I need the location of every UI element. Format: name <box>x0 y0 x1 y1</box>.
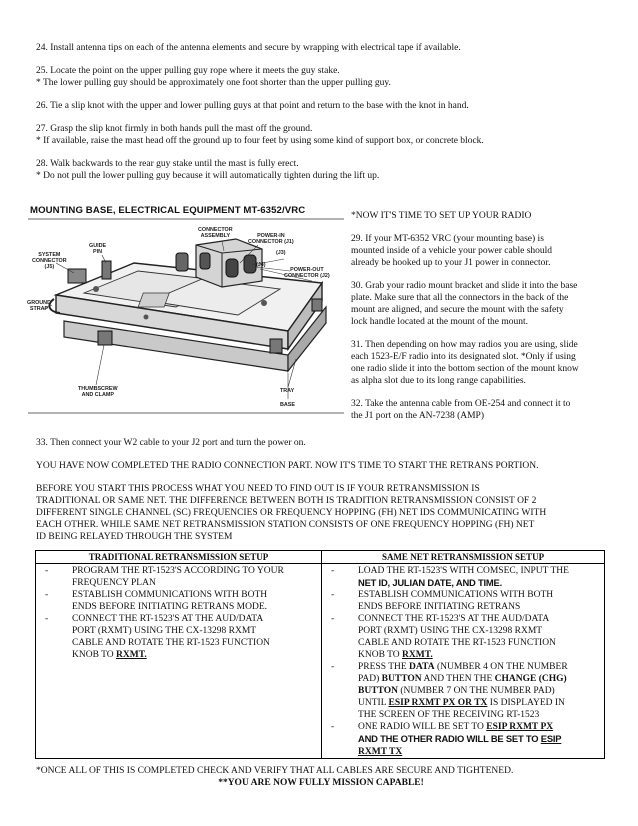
mounting-base-diagram <box>26 203 346 415</box>
right-column-steps <box>351 210 609 433</box>
header-same-net: SAME NET RETRANSMISSION SETUP <box>322 551 605 564</box>
figure-title: MOUNTING BASE, ELECTRICAL EQUIPMENT MT-6352/VRC <box>30 205 306 216</box>
explanation-line: TRADITIONAL OR SAME NET. THE DIFFERENCE BETWEEN BOTH IS TRADITION RETRANSMISSION CONSIST OF 2 <box>36 496 537 506</box>
right-step-line: lock handle located at the mount of the mount. <box>351 317 529 327</box>
step-paragraph <box>36 123 606 147</box>
same-net-step-1: - LOAD THE RT-1523'S WITH COMSEC, INPUT THE NET ID, JULIAN DATE, AND TIME. <box>322 565 604 589</box>
label-connector-assembly: CONNECTOR ASSEMBLY <box>198 227 233 239</box>
label-power-in: POWER-IN CONNECTOR (J1) <box>248 233 294 245</box>
explanation-line: DIFFERENT SINGLE CHANNEL (SC) FREQUENCIES OR FREQUENCY HOPPING (FH) NET IDS COMMUNICATING WITH <box>36 508 547 518</box>
header-traditional: TRADITIONAL RETRANSMISSION SETUP <box>36 551 322 564</box>
right-step-line: 30. Grab your radio mount bracket and slide it into the base <box>351 281 578 291</box>
same-net-step-3: - CONNECT THE RT-1523'S AT THE AUD/DATA PORT (RXMT) USING THE CX-13298 RXMT CABLE AND ROTATE THE RT-1523 FUNCTION KNOB TO RXMT. <box>322 613 604 661</box>
step-line: 28. Walk backwards to the rear guy stake until the mast is fully erect. <box>36 159 299 169</box>
right-step-line: one radio slide it into the bottom section of the mount know <box>351 364 579 374</box>
explanation-line: BEFORE YOU START THIS PROCESS WHAT YOU NEED TO FIND OUT IS IF YOUR RETRANSMISSION IS <box>36 484 480 494</box>
explanation-line: ID BEING RELAYED THROUGH THE SYSTEM <box>36 532 233 542</box>
traditional-step: - PROGRAM THE RT-1523'S ACCORDING TO YOUR FREQUENCY PLAN <box>36 565 321 589</box>
retrans-explanation <box>36 483 606 543</box>
traditional-step: - CONNECT THE RT-1523'S AT THE AUD/DATA PORT (RXMT) USING THE CX-13298 RXMT CABLE AND ROTATE THE RT-1523 FUNCTION KNOB TO RXMT. <box>36 613 321 661</box>
mission-capable-line: **YOU ARE NOW FULLY MISSION CAPABLE! <box>218 778 424 788</box>
label-ground-strap: GROUND STRAP <box>27 300 51 312</box>
footer-note: *ONCE ALL OF THIS IS COMPLETED CHECK AND VERIFY THAT ALL CABLES ARE SECURE AND TIGHTENED. <box>36 766 514 776</box>
label-system-connector: SYSTEM CONNECTOR (J5) <box>32 252 67 270</box>
right-step-line: mount are aligned, and secure the mount with the safety <box>351 305 564 315</box>
right-step-line: each 1523-E/F radio into its designated slot. *Only if using <box>351 352 576 362</box>
right-step-paragraph <box>351 339 609 387</box>
step-line: 25. Locate the point on the upper pulling guy rope where it meets the guy stake. <box>36 66 340 76</box>
step-33: 33. Then connect your W2 cable to your J2 port and turn the power on. <box>36 438 306 448</box>
label-thumbscrew: THUMBSCREW AND CLAMP <box>78 386 118 398</box>
right-step-paragraph <box>351 233 609 269</box>
right-step-line: 31. Then depending on how may radios you are using, slide <box>351 340 578 350</box>
right-step-paragraph <box>351 398 609 422</box>
step-paragraph <box>36 42 606 54</box>
right-step-line: *NOW IT'S TIME TO SET UP YOUR RADIO <box>351 211 532 221</box>
mounting-base-figure <box>26 203 346 415</box>
right-step-line: mounted inside of a vehicle your power cable should <box>351 246 553 256</box>
label-base: BASE <box>280 402 295 408</box>
label-j3: (J3) <box>276 250 286 256</box>
step-line: * The lower pulling guy should be approximately one foot shorter than the upper pulling guy. <box>36 78 391 88</box>
same-net-step-5: - ONE RADIO WILL BE SET TO ESIP RXMT PX AND THE OTHER RADIO WILL BE SET TO ESIP RXMT TX <box>322 721 604 758</box>
traditional-steps <box>36 564 322 759</box>
label-tray: TRAY <box>280 388 295 394</box>
step-line: * Do not pull the lower pulling guy because it will automatically tighten during the lift up. <box>36 171 380 181</box>
step-line: * If available, raise the mast head off the ground up to four feet by using some kind of support box, or concrete block. <box>36 136 484 146</box>
retrans-setup-table <box>35 550 605 759</box>
step-line: 24. Install antenna tips on each of the antenna elements and secure by wrapping with electrical tape if available. <box>36 43 461 53</box>
same-net-step-4: - PRESS THE DATA (NUMBER 4 ON THE NUMBER PAD) BUTTON AND THEN THE CHANGE (CHG) BUTTON (NUMBER 7 ON THE NUMBER PAD) UNTIL ESIP RXMT PX OR TX IS DISPLAYED IN THE SCREEN OF THE RECEIVING RT-1523 <box>322 661 604 721</box>
step-line: 26. Tie a slip knot with the upper and lower pulling guys at that point and return to the base with the knot in hand. <box>36 101 469 111</box>
step-line: 27. Grasp the slip knot firmly in both hands pull the mast off the ground. <box>36 124 313 134</box>
step-paragraph <box>36 100 606 112</box>
same-net-step-2: - ESTABLISH COMMUNICATIONS WITH BOTH ENDS BEFORE INITIATING RETRANS <box>322 589 604 613</box>
right-step-line: 29. If your MT-6352 VRC (your mounting base) is <box>351 234 544 244</box>
right-step-line: plate. Make sure that all the connectors in the back of the <box>351 293 569 303</box>
right-step-line: 32. Take the antenna cable from OE-254 and connect it to <box>351 399 571 409</box>
right-step-paragraph <box>351 280 609 328</box>
completed-line: YOU HAVE NOW COMPLETED THE RADIO CONNECTION PART. NOW IT'S TIME TO START THE RETRANS PORTION. <box>36 461 539 471</box>
explanation-line: EACH OTHER. WHILE SAME NET RETRANSMISSION STATION CONSISTS OF ONE FREQUENCY HOPPING (FH) NET <box>36 520 535 530</box>
right-step-line: already be hooked up to your J1 power in connector. <box>351 258 551 268</box>
right-step-line: as alpha slot due to its long range capabilities. <box>351 376 526 386</box>
top-steps <box>36 42 606 193</box>
step-paragraph <box>36 65 606 89</box>
same-net-steps <box>322 564 605 759</box>
right-step-line: the J1 port on the AN-7238 (AMP) <box>351 411 484 421</box>
label-j4: (J4) <box>256 262 266 268</box>
traditional-step: - ESTABLISH COMMUNICATIONS WITH BOTH ENDS BEFORE INITIATING RETRANS MODE. <box>36 589 321 613</box>
step-paragraph <box>36 158 606 182</box>
label-guide-pin: GUIDE PIN <box>89 243 107 255</box>
label-power-out: POWER-OUT CONNECTOR (J2) <box>284 267 330 279</box>
right-step-paragraph <box>351 210 609 222</box>
